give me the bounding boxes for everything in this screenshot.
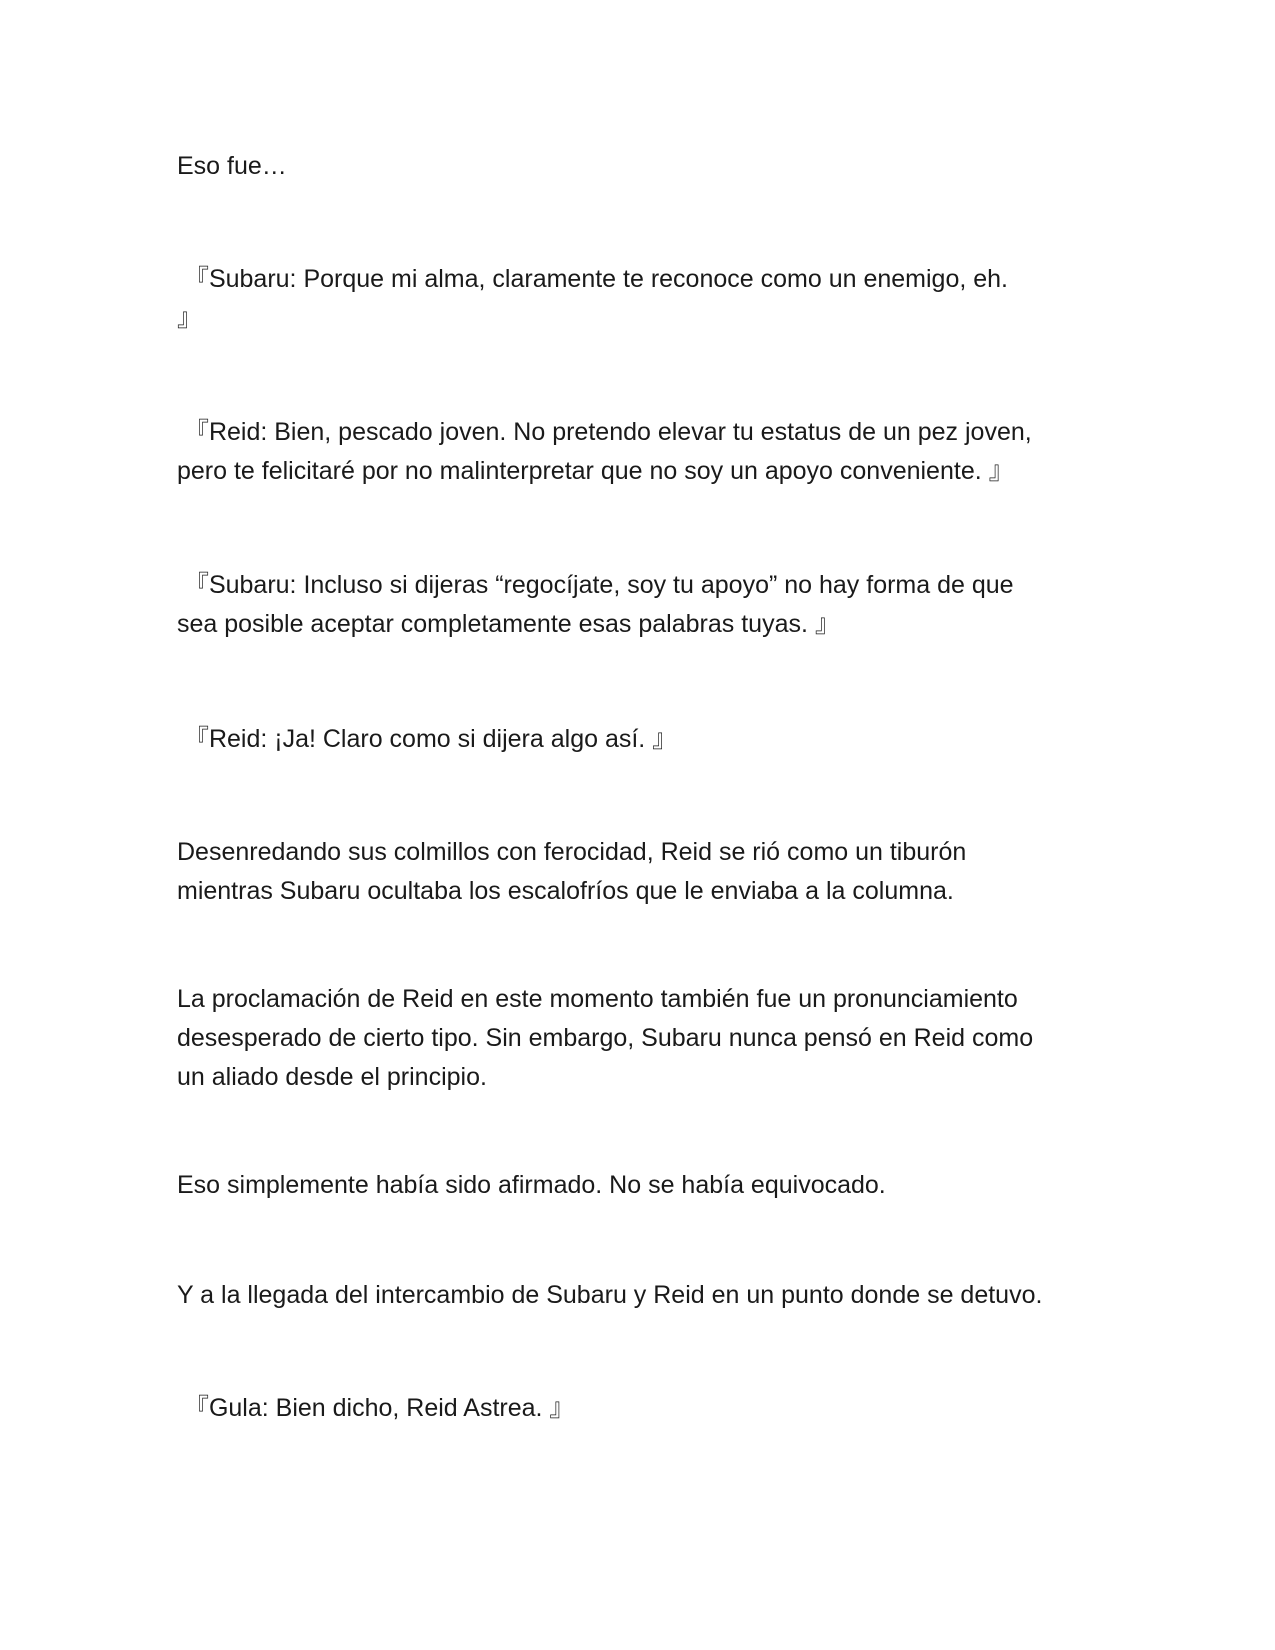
paragraph-dialogue-gula: 『Gula: Bien dicho, Reid Astrea. 』: [177, 1394, 575, 1422]
paragraph-dialogue-reid: 『Reid: ¡Ja! Claro como si dijera algo así. 』: [177, 725, 678, 753]
paragraph-narration: Desenredando sus colmillos con ferocidad, Reid se rió como un tiburón mientras Subaru ocultaba los escalofríos que le enviaba a la columna.: [177, 838, 967, 905]
paragraph-dialogue-subaru: 『Subaru: Incluso si dijeras “regocíjate, soy tu apoyo” no hay forma de que sea posible aceptar completamente esas palabras tuyas. 』: [177, 571, 1014, 638]
paragraph-dialogue-subaru: 『Subaru: Porque mi alma, claramente te reconoce como un enemigo, eh. 』: [177, 265, 1008, 332]
paragraph-narration: Y a la llegada del intercambio de Subaru y Reid en un punto donde se detuvo.: [177, 1281, 1043, 1309]
paragraph-dialogue-reid: 『Reid: Bien, pescado joven. No pretendo elevar tu estatus de un pez joven, pero te felicitaré por no malinterpretar que no soy un apoyo conveniente. 』: [177, 418, 1032, 485]
paragraph-narration: Eso fue…: [177, 152, 287, 180]
paragraph-narration: Eso simplemente había sido afirmado. No se había equivocado.: [177, 1171, 886, 1199]
paragraph-narration: La proclamación de Reid en este momento también fue un pronunciamiento desesperado de cierto tipo. Sin embargo, Subaru nunca pensó en Reid como un aliado desde el principio.: [177, 985, 1034, 1091]
